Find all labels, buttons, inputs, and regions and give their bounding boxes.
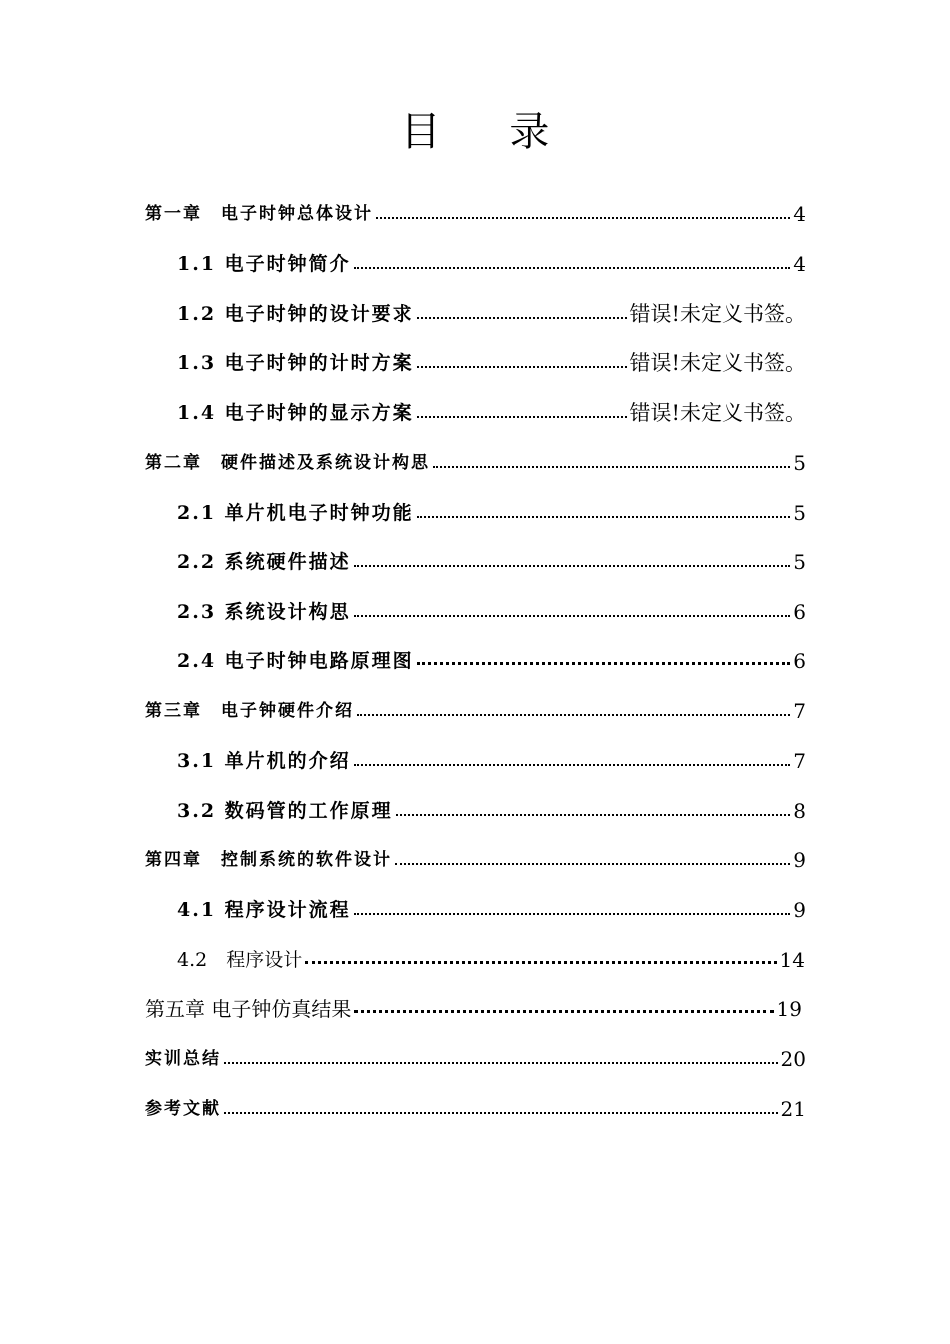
dot-leader bbox=[357, 714, 790, 716]
toc-page-number: 7 bbox=[793, 699, 806, 723]
toc-page-number: 21 bbox=[780, 1097, 806, 1121]
toc-entry-chapter-5[interactable] bbox=[145, 990, 802, 1020]
toc-entry-label: 2.2 系统硬件描述 bbox=[177, 551, 351, 573]
dot-leader bbox=[224, 1112, 778, 1114]
toc-entry-chapter-4[interactable] bbox=[145, 841, 806, 871]
toc-entry-label: 1.3 电子时钟的计时方案 bbox=[177, 352, 414, 374]
toc-page-number: 5 bbox=[793, 501, 806, 525]
toc-entry-section-2-1[interactable] bbox=[177, 494, 806, 524]
toc-page-number: 错误!未定义书签。 bbox=[629, 401, 806, 425]
dot-leader bbox=[354, 565, 791, 567]
dot-leader bbox=[354, 1010, 773, 1013]
toc-entry-chapter-1[interactable] bbox=[145, 195, 806, 225]
toc-entry-section-2-3[interactable] bbox=[177, 593, 806, 623]
toc-entry-section-3-1[interactable] bbox=[177, 742, 806, 772]
toc-entry-label: 4.1 程序设计流程 bbox=[177, 899, 351, 921]
toc-entry-summary[interactable] bbox=[145, 1040, 806, 1070]
dot-leader bbox=[395, 863, 790, 865]
toc-entry-section-1-2[interactable] bbox=[177, 295, 806, 325]
dot-leader bbox=[354, 267, 791, 269]
toc-entry-label: 第三章 电子钟硬件介绍 bbox=[145, 701, 354, 721]
toc-entry-section-1-3[interactable] bbox=[177, 344, 806, 374]
toc-entry-section-2-4[interactable] bbox=[177, 642, 806, 672]
toc-entry-label: 3.1 单片机的介绍 bbox=[177, 750, 351, 772]
toc-entry-references[interactable] bbox=[145, 1090, 806, 1120]
toc-page-number: 6 bbox=[793, 649, 806, 673]
toc-page-number: 错误!未定义书签。 bbox=[629, 302, 806, 326]
page-title: 目 录 bbox=[400, 109, 578, 155]
toc-entry-section-4-1[interactable] bbox=[177, 891, 806, 921]
toc-page-number: 5 bbox=[793, 550, 806, 574]
toc-page-number: 19 bbox=[776, 997, 802, 1021]
toc-page-number: 14 bbox=[779, 948, 805, 972]
toc-entry-label: 参考文献 bbox=[145, 1099, 221, 1119]
toc-entry-section-3-2[interactable] bbox=[177, 792, 806, 822]
toc-entry-label: 第一章 电子时钟总体设计 bbox=[145, 204, 373, 224]
toc-entry-section-1-4[interactable] bbox=[177, 394, 806, 424]
toc-page-number: 9 bbox=[793, 898, 806, 922]
dot-leader bbox=[417, 416, 627, 418]
dot-leader bbox=[396, 814, 791, 816]
toc-page-number: 4 bbox=[793, 252, 806, 276]
toc-entry-label: 第五章 电子钟仿真结果 bbox=[145, 997, 352, 1021]
toc-page-number: 4 bbox=[793, 202, 806, 226]
toc-entry-section-2-2[interactable] bbox=[177, 543, 806, 573]
toc-entry-label: 1.1 电子时钟简介 bbox=[177, 253, 351, 275]
dot-leader bbox=[376, 217, 790, 219]
toc-entry-label: 4.2 程序设计 bbox=[177, 949, 303, 971]
dot-leader bbox=[417, 366, 627, 368]
toc-entry-label: 第二章 硬件描述及系统设计构思 bbox=[145, 453, 430, 473]
toc-entry-label: 第四章 控制系统的软件设计 bbox=[145, 850, 392, 870]
dot-leader bbox=[354, 764, 791, 766]
toc-page-number: 8 bbox=[793, 799, 806, 823]
toc-entry-label: 实训总结 bbox=[145, 1049, 221, 1069]
toc-page-number: 9 bbox=[793, 848, 806, 872]
toc-entry-label: 1.4 电子时钟的显示方案 bbox=[177, 402, 414, 424]
toc-page-number: 错误!未定义书签。 bbox=[629, 351, 806, 375]
toc-entry-label: 2.3 系统设计构思 bbox=[177, 601, 351, 623]
toc-entry-label: 1.2 电子时钟的设计要求 bbox=[177, 303, 414, 325]
dot-leader bbox=[354, 615, 791, 617]
toc-entry-label: 3.2 数码管的工作原理 bbox=[177, 800, 393, 822]
toc-page-number: 7 bbox=[793, 749, 806, 773]
dot-leader bbox=[433, 466, 790, 468]
toc-entry-section-4-2[interactable] bbox=[177, 941, 805, 971]
toc-page-number: 6 bbox=[793, 600, 806, 624]
toc-entry-section-1-1[interactable] bbox=[177, 245, 806, 275]
toc-entry-label: 2.4 电子时钟电路原理图 bbox=[177, 650, 414, 672]
toc-page-number: 5 bbox=[793, 451, 806, 475]
dot-leader bbox=[417, 317, 627, 319]
dot-leader bbox=[224, 1062, 778, 1064]
toc-entry-label: 2.1 单片机电子时钟功能 bbox=[177, 502, 414, 524]
toc-entry-chapter-2[interactable] bbox=[145, 444, 806, 474]
dot-leader bbox=[417, 516, 791, 518]
dot-leader bbox=[305, 961, 776, 964]
dot-leader bbox=[417, 662, 791, 665]
toc-entry-chapter-3[interactable] bbox=[145, 692, 806, 722]
toc-page-number: 20 bbox=[780, 1047, 806, 1071]
dot-leader bbox=[354, 913, 791, 915]
